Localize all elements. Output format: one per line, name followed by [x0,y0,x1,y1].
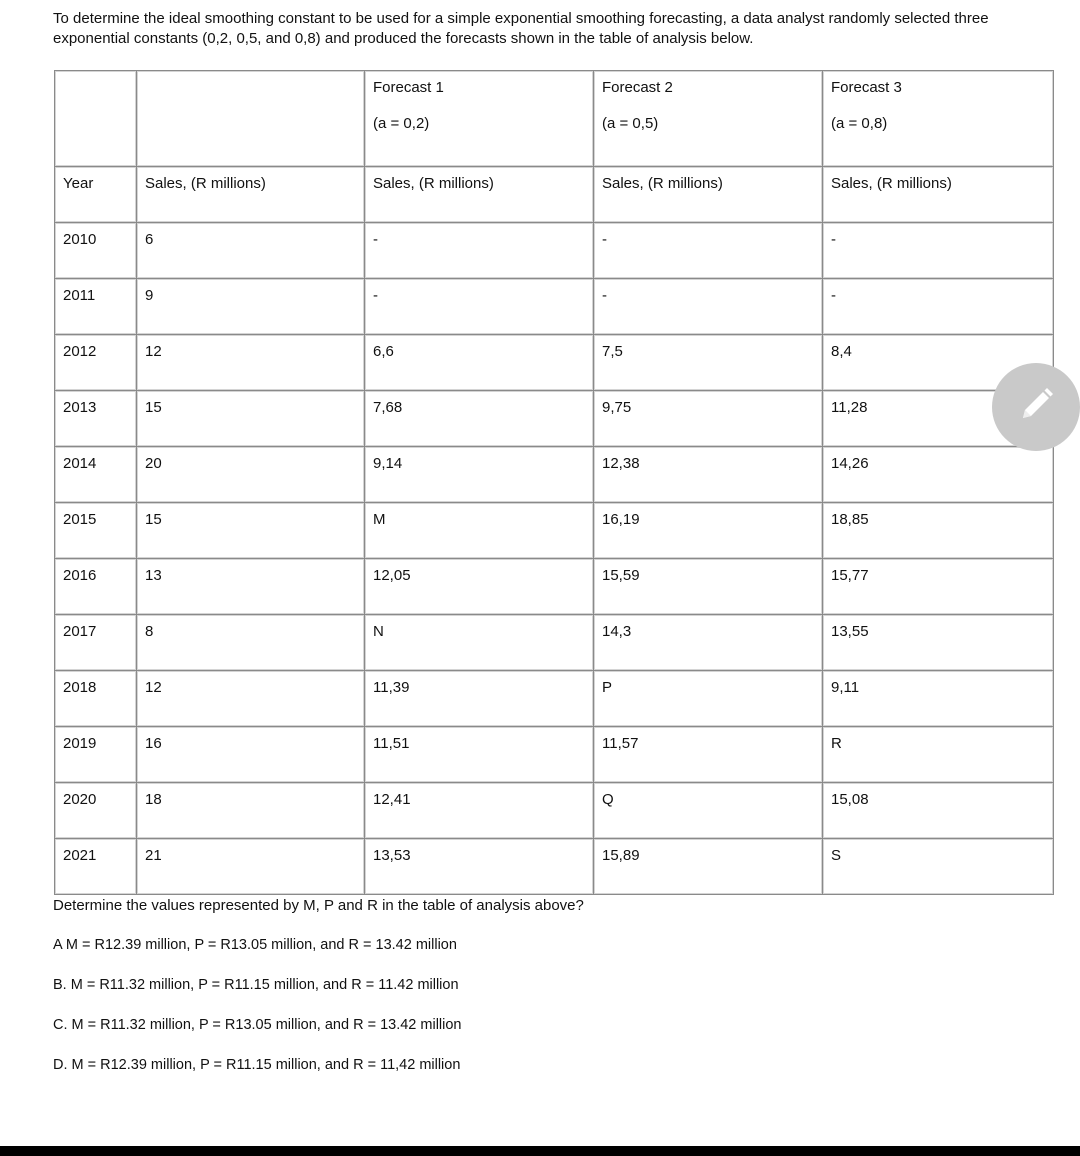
column-header: Sales, (R millions) [823,167,1054,223]
table-cell: 18,85 [823,503,1054,559]
table-cell: Q [594,783,823,839]
table-row [55,503,1054,559]
table-cell: - [823,279,1054,335]
table-cell: 13,53 [365,839,594,895]
intro-text: To determine the ideal smoothing constant to be used for a simple exponential smoothing forecasting, a data analyst randomly selected three exponential constants (0,2, 0,5, and 0,8) and produced the forecasts shown in the table of analysis below. [53,10,989,47]
header-cell [594,71,823,167]
table-row [55,447,1054,503]
table-cell: 2011 [55,279,137,335]
table-cell: 15 [137,391,365,447]
column-header: Sales, (R millions) [365,167,594,223]
answer-option: C. M = R11.32 million, P = R13.05 million, and R = 13.42 million [53,1017,462,1033]
smoothing-constant: (a = 0,5) [602,115,659,132]
table-cell: - [823,223,1054,279]
table-cell: 2019 [55,727,137,783]
table-row [55,279,1054,335]
table-row [55,391,1054,447]
table-cell: 11,57 [594,727,823,783]
question-text: Determine the values represented by M, P and R in the table of analysis above? [53,897,584,914]
table-cell: 9,11 [823,671,1054,727]
table-cell: 6 [137,223,365,279]
table-cell: 12,41 [365,783,594,839]
header-cell [55,71,137,167]
table-row [55,783,1054,839]
table-header-units [55,167,1054,223]
header-cell [365,71,594,167]
table-row [55,223,1054,279]
forecast-title: Forecast 2 [602,79,673,96]
column-header: Sales, (R millions) [137,167,365,223]
table-cell: R [823,727,1054,783]
column-header: Sales, (R millions) [594,167,823,223]
table-cell: 7,5 [594,335,823,391]
answer-option: A M = R12.39 million, P = R13.05 million, and R = 13.42 million [53,937,457,953]
table-cell: 21 [137,839,365,895]
table-cell: 11,51 [365,727,594,783]
answer-option: D. M = R12.39 million, P = R11.15 million, and R = 11,42 million [53,1057,461,1073]
table-cell: 11,39 [365,671,594,727]
table-cell: 8 [137,615,365,671]
table-cell: N [365,615,594,671]
table-cell: 12,38 [594,447,823,503]
table-cell: 11,28 [823,391,1054,447]
table-cell: 7,68 [365,391,594,447]
table-cell: 2012 [55,335,137,391]
table-cell: 18 [137,783,365,839]
table-cell: 2021 [55,839,137,895]
table-cell: 12,05 [365,559,594,615]
header-cell [137,71,365,167]
table-cell: 13,55 [823,615,1054,671]
table-cell: 15,89 [594,839,823,895]
table-cell: 20 [137,447,365,503]
table-cell: P [594,671,823,727]
pencil-icon [1014,383,1058,432]
edit-button[interactable] [992,363,1080,451]
table-cell: 2013 [55,391,137,447]
table-cell: - [594,223,823,279]
table-cell: 14,26 [823,447,1054,503]
table-cell: - [365,223,594,279]
table-cell: 9,14 [365,447,594,503]
header-cell [823,71,1054,167]
table-cell: 16 [137,727,365,783]
table-cell: 12 [137,335,365,391]
table-cell: S [823,839,1054,895]
table-row [55,615,1054,671]
bottom-bar [0,1146,1080,1156]
table-cell: 6,6 [365,335,594,391]
table-cell: 2010 [55,223,137,279]
table-cell: 9 [137,279,365,335]
table-header-forecasts [55,71,1054,167]
table-cell: M [365,503,594,559]
table-cell: 13 [137,559,365,615]
table-cell: - [365,279,594,335]
table-row [55,727,1054,783]
forecast-title: Forecast 1 [373,79,444,96]
table-cell: 2017 [55,615,137,671]
table-cell: 2014 [55,447,137,503]
smoothing-constant: (a = 0,2) [373,115,430,132]
table-cell: 15,59 [594,559,823,615]
table-cell: 15,77 [823,559,1054,615]
smoothing-constant: (a = 0,8) [831,115,888,132]
table-row [55,559,1054,615]
table-cell: 2015 [55,503,137,559]
forecast-table [54,70,1054,895]
table-cell: 2016 [55,559,137,615]
table-row [55,335,1054,391]
answer-options [53,936,462,1096]
table-cell: - [594,279,823,335]
table-row [55,839,1054,895]
table-cell: 15,08 [823,783,1054,839]
forecast-title: Forecast 3 [831,79,902,96]
answer-option: B. M = R11.32 million, P = R11.15 million, and R = 11.42 million [53,977,459,993]
table-cell: 2018 [55,671,137,727]
table-cell: 16,19 [594,503,823,559]
table-cell: 9,75 [594,391,823,447]
table-cell: 8,4 [823,335,1054,391]
table-cell: 12 [137,671,365,727]
table-cell: 2020 [55,783,137,839]
table-cell: 14,3 [594,615,823,671]
column-header: Year [55,167,137,223]
table-row [55,671,1054,727]
table-cell: 15 [137,503,365,559]
